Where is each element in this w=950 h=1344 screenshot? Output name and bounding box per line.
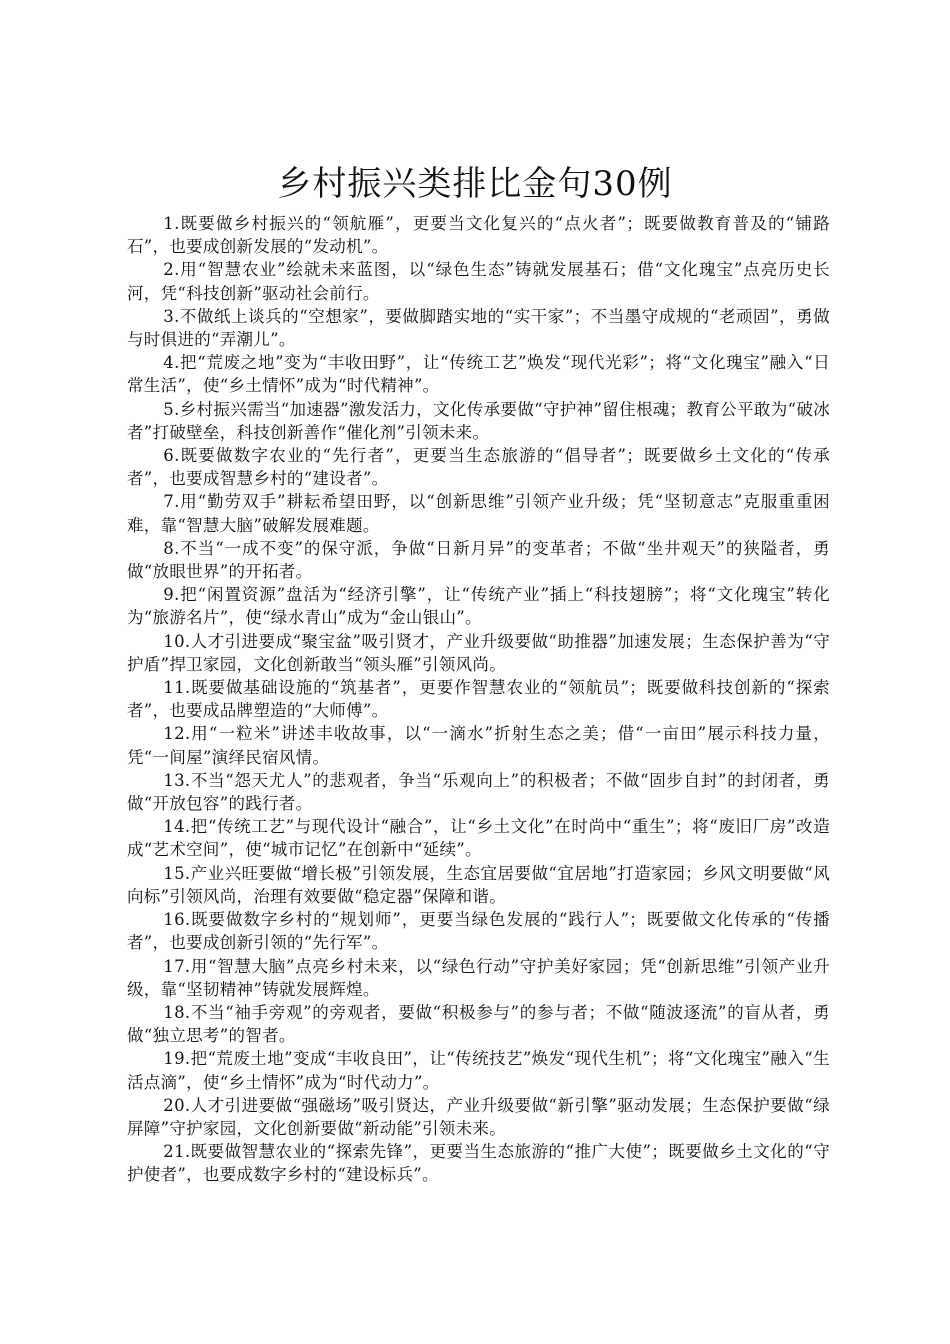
document-title: 乡村振兴类排比金句30例 — [277, 164, 673, 204]
document-body — [127, 212, 830, 1187]
paragraph-19: 19.把“荒废土地”变成“丰收良田”，让“传统技艺”焕发“现代生机”；将“文化瑰宝”融入“生活点滴”，使“乡土情怀”成为“时代动力”。 — [127, 1049, 830, 1092]
paragraph-3: 3.不做纸上谈兵的“空想家”，要做脚踏实地的“实干家”；不当墨守成规的“老顽固”，勇做与时俱进的“弄潮儿”。 — [127, 306, 830, 350]
paragraph-7: 7.用“勤劳双手”耕耘希望田野，以“创新思维”引领产业升级；凭“坚韧意志”克服重重困难，靠“智慧大脑”破解发展难题。 — [127, 492, 830, 535]
paragraph-18: 18.不当“袖手旁观”的旁观者，要做“积极参与”的参与者；不做“随波逐流”的盲从者，勇做“独立思考”的智者。 — [127, 1002, 830, 1046]
paragraph-13: 13.不当“怨天尤人”的悲观者，争当“乐观向上”的积极者；不做“固步自封”的封闭者，勇做“开放包容”的践行者。 — [127, 770, 830, 814]
paragraph-10: 10.人才引进要成“聚宝盆”吸引贤才，产业升级要做“助推器”加速发展；生态保护善为“守护盾”捍卫家园，文化创新敢当“领头雁”引领风尚。 — [127, 631, 830, 674]
paragraph-12: 12.用“一粒米”讲述丰收故事，以“一滴水”折射生态之美；借“一亩田”展示科技力量，凭“一间屋”演绎民宿风情。 — [127, 724, 830, 767]
paragraph-15: 15.产业兴旺要做“增长极”引领发展，生态宜居要做“宜居地”打造家园；乡风文明要做“风向标”引领风尚，治理有效要做“稳定器”保障和谐。 — [127, 863, 830, 906]
paragraph-16: 16.既要做数字乡村的“规划师”，更要当绿色发展的“践行人”；既要做文化传承的“传播者”，也要成创新引领的“先行军”。 — [127, 910, 830, 953]
paragraph-4: 4.把“荒废之地”变为“丰收田野”，让“传统工艺”焕发“现代光彩”；将“文化瑰宝”融入“日常生活”，使“乡土情怀”成为“时代精神”。 — [127, 353, 830, 396]
paragraph-11: 11.既要做基础设施的“筑基者”，更要作智慧农业的“领航员”；既要做科技创新的“探索者”，也要成品牌塑造的“大师傅”。 — [127, 678, 830, 721]
paragraph-17: 17.用“智慧大脑”点亮乡村未来，以“绿色行动”守护美好家园；凭“创新思维”引领产业升级，靠“坚韧精神”铸就发展辉煌。 — [127, 956, 830, 999]
paragraph-1: 1.既要做乡村振兴的“领航雁”，更要当文化复兴的“点火者”；既要做教育普及的“铺路石”，也要成创新发展的“发动机”。 — [127, 214, 830, 257]
paragraph-20: 20.人才引进要做“强磁场”吸引贤达，产业升级要做“新引擎”驱动发展；生态保护要做“绿屏障”守护家园，文化创新要做“新动能”引领未来。 — [127, 1095, 830, 1138]
paragraph-21: 21.既要做智慧农业的“探索先锋”，更要当生态旅游的“推广大使”；既要做乡土文化的“守护使者”，也要成数字乡村的“建设标兵”。 — [127, 1142, 830, 1185]
paragraph-5: 5.乡村振兴需当“加速器”激发活力，文化传承要做“守护神”留住根魂；教育公平敢为“破冰者”打破壁垒，科技创新善作“催化剂”引领未来。 — [127, 399, 830, 442]
paragraph-2: 2.用“智慧农业”绘就未来蓝图，以“绿色生态”铸就发展基石；借“文化瑰宝”点亮历史长河，凭“科技创新”驱动社会前行。 — [127, 260, 830, 303]
paragraph-14: 14.把“传统工艺”与现代设计“融合”，让“乡土文化”在时尚中“重生”；将“废旧厂房”改造成“艺术空间”，使“城市记忆”在创新中“延续”。 — [127, 817, 830, 860]
paragraph-9: 9.把“闲置资源”盘活为“经济引擎”，让“传统产业”插上“科技翅膀”；将“文化瑰宝”转化为“旅游名片”，使“绿水青山”成为“金山银山”。 — [127, 585, 830, 628]
paragraph-6: 6.既要做数字农业的“先行者”，更要当生态旅游的“倡导者”；既要做乡土文化的“传承者”，也要成智慧乡村的“建设者”。 — [127, 446, 830, 489]
paragraph-8: 8.不当“一成不变”的保守派，争做“日新月异”的变革者；不做“坐井观天”的狭隘者，勇做“放眼世界”的开拓者。 — [127, 538, 830, 582]
